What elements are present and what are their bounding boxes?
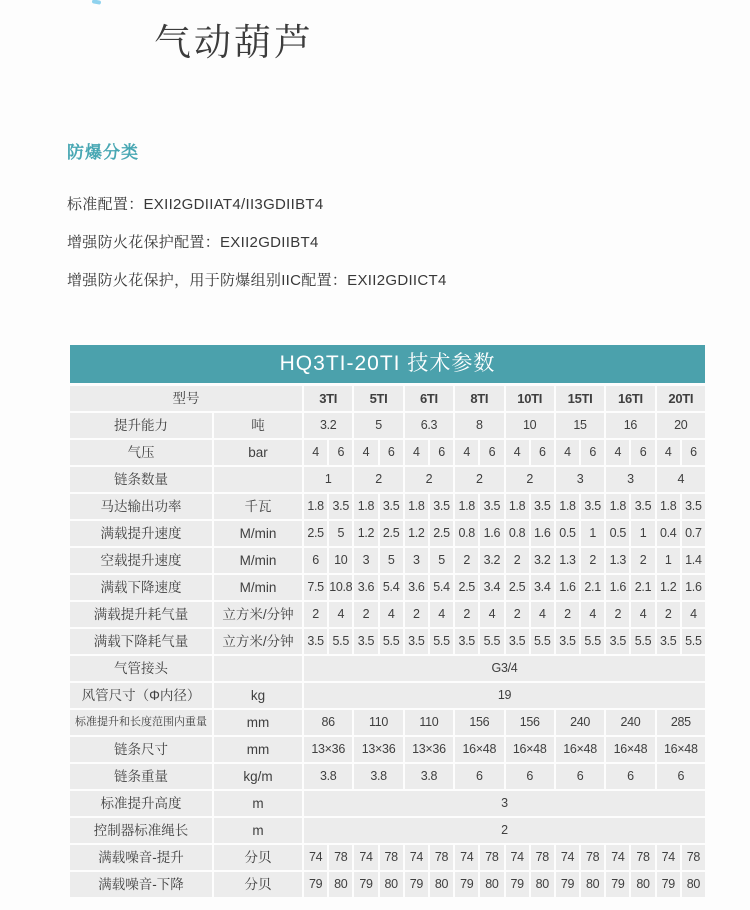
config-line-standard: 标准配置：EXII2GDIIAT4/II3GDIIBT4 xyxy=(67,196,324,213)
value-cell: 7.5 xyxy=(304,575,327,600)
value-cell: 1 xyxy=(657,548,680,573)
value-cell: 74 xyxy=(556,845,579,870)
row-label-cell: 风管尺寸（Φ内径） xyxy=(70,683,212,708)
value-cell: 4 xyxy=(329,602,352,627)
value-cell: 3.2 xyxy=(531,548,554,573)
value-cell: 4 xyxy=(657,440,680,465)
section-heading-explosion-proof: 防爆分类 xyxy=(67,143,139,162)
value-cell: 3 xyxy=(405,548,428,573)
value-cell: 74 xyxy=(354,845,377,870)
row-unit-cell xyxy=(214,467,302,492)
value-cell: 2 xyxy=(556,602,579,627)
value-cell: 2.1 xyxy=(631,575,654,600)
value-cell: 1.8 xyxy=(506,494,529,519)
value-cell: 1.8 xyxy=(556,494,579,519)
value-cell: 6 xyxy=(304,548,327,573)
config-line-iic: 增强防火花保护，用于防爆组别IIC配置：EXII2GDIICT4 xyxy=(67,272,447,289)
row-label-cell: 提升能力 xyxy=(70,413,212,438)
value-cell: 2 xyxy=(506,467,554,492)
value-cell: 0.5 xyxy=(606,521,629,546)
value-cell: 80 xyxy=(581,872,604,897)
value-cell: 8 xyxy=(455,413,503,438)
value-cell: 3.5 xyxy=(380,494,403,519)
model-name-cell: 3TI xyxy=(304,386,352,411)
value-cell: 6 xyxy=(682,440,705,465)
value-cell: 5.5 xyxy=(329,629,352,654)
value-cell: 16×48 xyxy=(455,737,503,762)
value-cell: 5.4 xyxy=(430,575,453,600)
value-cell: 78 xyxy=(682,845,705,870)
value-cell: 3.5 xyxy=(631,494,654,519)
value-cell: 5 xyxy=(354,413,402,438)
value-cell: 1.2 xyxy=(405,521,428,546)
value-cell: 79 xyxy=(506,872,529,897)
value-cell: 3 xyxy=(606,467,654,492)
value-cell: 3 xyxy=(556,467,604,492)
value-cell: 3 xyxy=(354,548,377,573)
value-cell: 6.3 xyxy=(405,413,453,438)
value-cell: 2.5 xyxy=(380,521,403,546)
spec-grid xyxy=(70,386,705,897)
value-cell: 3.2 xyxy=(480,548,503,573)
value-cell: 1.2 xyxy=(354,521,377,546)
row-unit-cell: 千瓦 xyxy=(214,494,302,519)
value-cell: 5.5 xyxy=(430,629,453,654)
value-cell-span: 3 xyxy=(304,791,705,816)
config-line-enhanced: 增强防火花保护配置：EXII2GDIIBT4 xyxy=(67,234,319,251)
value-cell: 80 xyxy=(480,872,503,897)
value-cell: 2.5 xyxy=(455,575,478,600)
row-unit-cell: 立方米/分钟 xyxy=(214,602,302,627)
value-cell: 156 xyxy=(506,710,554,735)
value-cell: 6 xyxy=(657,764,705,789)
value-cell: 240 xyxy=(606,710,654,735)
value-cell: 1 xyxy=(581,521,604,546)
value-cell: 4 xyxy=(405,440,428,465)
config-lines xyxy=(67,186,447,300)
row-label-cell: 链条数量 xyxy=(70,467,212,492)
value-cell: 78 xyxy=(581,845,604,870)
value-cell: 74 xyxy=(304,845,327,870)
row-unit-cell: mm xyxy=(214,737,302,762)
value-cell: 156 xyxy=(455,710,503,735)
value-cell: 74 xyxy=(455,845,478,870)
value-cell: 16×48 xyxy=(556,737,604,762)
value-cell-span: G3/4 xyxy=(304,656,705,681)
value-cell: 15 xyxy=(556,413,604,438)
value-cell: 13×36 xyxy=(405,737,453,762)
value-cell: 2 xyxy=(354,467,402,492)
value-cell: 79 xyxy=(354,872,377,897)
value-cell: 0.5 xyxy=(556,521,579,546)
row-unit-cell: kg xyxy=(214,683,302,708)
value-cell: 78 xyxy=(430,845,453,870)
value-cell: 5.5 xyxy=(682,629,705,654)
value-cell: 6 xyxy=(455,764,503,789)
value-cell: 3.8 xyxy=(304,764,352,789)
value-cell: 4 xyxy=(380,602,403,627)
value-cell: 4 xyxy=(581,602,604,627)
model-name-cell: 5TI xyxy=(354,386,402,411)
page-title: 气动葫芦 xyxy=(154,22,314,63)
model-name-cell: 10TI xyxy=(506,386,554,411)
value-cell: 4 xyxy=(455,440,478,465)
value-cell: 6 xyxy=(380,440,403,465)
value-cell: 2 xyxy=(506,548,529,573)
value-cell: 3.5 xyxy=(556,629,579,654)
value-cell: 3.6 xyxy=(405,575,428,600)
value-cell: 4 xyxy=(430,602,453,627)
row-label-cell: 满载提升速度 xyxy=(70,521,212,546)
value-cell: 2 xyxy=(606,602,629,627)
row-unit-cell xyxy=(214,656,302,681)
value-cell: 1 xyxy=(631,521,654,546)
value-cell: 1.6 xyxy=(556,575,579,600)
model-name-cell: 20TI xyxy=(657,386,705,411)
row-label-cell: 控制器标准绳长 xyxy=(70,818,212,843)
value-cell: 1.2 xyxy=(657,575,680,600)
value-cell: 20 xyxy=(657,413,705,438)
value-cell: 80 xyxy=(531,872,554,897)
row-unit-cell: 立方米/分钟 xyxy=(214,629,302,654)
value-cell: 5.5 xyxy=(380,629,403,654)
value-cell: 6 xyxy=(480,440,503,465)
value-cell: 0.8 xyxy=(506,521,529,546)
value-cell: 3.5 xyxy=(430,494,453,519)
value-cell: 3.5 xyxy=(354,629,377,654)
value-cell: 2 xyxy=(405,602,428,627)
value-cell: 2 xyxy=(631,548,654,573)
value-cell: 79 xyxy=(405,872,428,897)
value-cell: 74 xyxy=(405,845,428,870)
row-label-cell: 空载提升速度 xyxy=(70,548,212,573)
spec-table-title: HQ3TI-20TI 技术参数 xyxy=(70,345,705,383)
row-unit-cell: mm xyxy=(214,710,302,735)
value-cell: 2 xyxy=(455,467,503,492)
value-cell: 3.4 xyxy=(480,575,503,600)
value-cell: 74 xyxy=(657,845,680,870)
model-name-cell: 16TI xyxy=(606,386,654,411)
value-cell: 110 xyxy=(405,710,453,735)
value-cell: 3.5 xyxy=(506,629,529,654)
value-cell: 5 xyxy=(380,548,403,573)
value-cell: 3.5 xyxy=(581,494,604,519)
model-name-cell: 15TI xyxy=(556,386,604,411)
value-cell: 3.6 xyxy=(354,575,377,600)
row-unit-cell: M/min xyxy=(214,575,302,600)
value-cell: 1.8 xyxy=(455,494,478,519)
value-cell: 6 xyxy=(329,440,352,465)
value-cell: 1.6 xyxy=(531,521,554,546)
value-cell: 80 xyxy=(380,872,403,897)
value-cell: 2.5 xyxy=(430,521,453,546)
value-cell: 1.6 xyxy=(606,575,629,600)
value-cell: 80 xyxy=(430,872,453,897)
row-unit-cell: 分贝 xyxy=(214,872,302,897)
value-cell-span: 2 xyxy=(304,818,705,843)
value-cell: 110 xyxy=(354,710,402,735)
value-cell: 5.5 xyxy=(631,629,654,654)
value-cell: 78 xyxy=(380,845,403,870)
value-cell: 80 xyxy=(631,872,654,897)
value-cell: 10 xyxy=(506,413,554,438)
value-cell: 78 xyxy=(329,845,352,870)
row-unit-cell: M/min xyxy=(214,548,302,573)
value-cell: 0.7 xyxy=(682,521,705,546)
value-cell: 240 xyxy=(556,710,604,735)
value-cell: 2 xyxy=(657,602,680,627)
value-cell: 4 xyxy=(506,440,529,465)
value-cell: 3.8 xyxy=(354,764,402,789)
value-cell: 3.8 xyxy=(405,764,453,789)
value-cell: 3.5 xyxy=(480,494,503,519)
value-cell: 3.2 xyxy=(304,413,352,438)
value-cell: 6 xyxy=(430,440,453,465)
value-cell: 3.5 xyxy=(606,629,629,654)
value-cell-span: 19 xyxy=(304,683,705,708)
value-cell: 10 xyxy=(329,548,352,573)
row-unit-cell: 分贝 xyxy=(214,845,302,870)
value-cell: 1.8 xyxy=(304,494,327,519)
value-cell: 80 xyxy=(682,872,705,897)
value-cell: 3.5 xyxy=(304,629,327,654)
value-cell: 1.3 xyxy=(556,548,579,573)
row-label-cell: 满载下降耗气量 xyxy=(70,629,212,654)
value-cell: 16×48 xyxy=(506,737,554,762)
model-name-cell: 6TI xyxy=(405,386,453,411)
value-cell: 2 xyxy=(455,548,478,573)
value-cell: 2 xyxy=(405,467,453,492)
value-cell: 4 xyxy=(657,467,705,492)
model-name-cell: 8TI xyxy=(455,386,503,411)
value-cell: 4 xyxy=(354,440,377,465)
value-cell: 2 xyxy=(506,602,529,627)
value-cell: 5 xyxy=(430,548,453,573)
value-cell: 1.3 xyxy=(606,548,629,573)
value-cell: 0.8 xyxy=(455,521,478,546)
value-cell: 1.8 xyxy=(657,494,680,519)
value-cell: 3.5 xyxy=(455,629,478,654)
value-cell: 13×36 xyxy=(354,737,402,762)
row-label-cell: 标准提升和长度范围内重量 xyxy=(70,710,212,735)
value-cell: 16 xyxy=(606,413,654,438)
value-cell: 4 xyxy=(480,602,503,627)
value-cell: 6 xyxy=(581,440,604,465)
value-cell: 74 xyxy=(506,845,529,870)
value-cell: 5.5 xyxy=(581,629,604,654)
value-cell: 1.6 xyxy=(682,575,705,600)
value-cell: 1.4 xyxy=(682,548,705,573)
value-cell: 79 xyxy=(657,872,680,897)
value-cell: 3.5 xyxy=(657,629,680,654)
value-cell: 3.4 xyxy=(531,575,554,600)
value-cell: 79 xyxy=(455,872,478,897)
value-cell: 6 xyxy=(606,764,654,789)
value-cell: 79 xyxy=(304,872,327,897)
value-cell: 2.1 xyxy=(581,575,604,600)
value-cell: 1 xyxy=(304,467,352,492)
value-cell: 78 xyxy=(480,845,503,870)
row-label-cell: 满载噪音-下降 xyxy=(70,872,212,897)
model-header-cell: 型号 xyxy=(70,386,302,411)
value-cell: 3.5 xyxy=(329,494,352,519)
row-label-cell: 气压 xyxy=(70,440,212,465)
value-cell: 2 xyxy=(581,548,604,573)
value-cell: 3.5 xyxy=(405,629,428,654)
row-label-cell: 马达输出功率 xyxy=(70,494,212,519)
row-label-cell: 链条重量 xyxy=(70,764,212,789)
value-cell: 2 xyxy=(304,602,327,627)
value-cell: 4 xyxy=(304,440,327,465)
value-cell: 3.5 xyxy=(682,494,705,519)
value-cell: 4 xyxy=(606,440,629,465)
value-cell: 13×36 xyxy=(304,737,352,762)
value-cell: 16×48 xyxy=(657,737,705,762)
row-label-cell: 满载下降速度 xyxy=(70,575,212,600)
row-unit-cell: m xyxy=(214,791,302,816)
value-cell: 2.5 xyxy=(304,521,327,546)
row-unit-cell: M/min xyxy=(214,521,302,546)
value-cell: 1.8 xyxy=(405,494,428,519)
value-cell: 6 xyxy=(531,440,554,465)
value-cell: 285 xyxy=(657,710,705,735)
value-cell: 0.4 xyxy=(657,521,680,546)
value-cell: 6 xyxy=(506,764,554,789)
value-cell: 6 xyxy=(631,440,654,465)
value-cell: 4 xyxy=(531,602,554,627)
spec-table xyxy=(70,345,705,897)
value-cell: 4 xyxy=(556,440,579,465)
value-cell: 5 xyxy=(329,521,352,546)
value-cell: 4 xyxy=(631,602,654,627)
value-cell: 5.5 xyxy=(531,629,554,654)
value-cell: 78 xyxy=(531,845,554,870)
value-cell: 86 xyxy=(304,710,352,735)
value-cell: 4 xyxy=(682,602,705,627)
row-label-cell: 链条尺寸 xyxy=(70,737,212,762)
value-cell: 10.8 xyxy=(329,575,352,600)
decorative-tick xyxy=(92,0,102,5)
value-cell: 2 xyxy=(354,602,377,627)
value-cell: 6 xyxy=(556,764,604,789)
row-label-cell: 满载提升耗气量 xyxy=(70,602,212,627)
value-cell: 2.5 xyxy=(506,575,529,600)
value-cell: 1.8 xyxy=(354,494,377,519)
row-label-cell: 气管接头 xyxy=(70,656,212,681)
value-cell: 79 xyxy=(606,872,629,897)
value-cell: 3.5 xyxy=(531,494,554,519)
value-cell: 5.4 xyxy=(380,575,403,600)
value-cell: 74 xyxy=(606,845,629,870)
row-unit-cell: 吨 xyxy=(214,413,302,438)
value-cell: 16×48 xyxy=(606,737,654,762)
row-unit-cell: bar xyxy=(214,440,302,465)
value-cell: 5.5 xyxy=(480,629,503,654)
value-cell: 79 xyxy=(556,872,579,897)
row-label-cell: 标准提升高度 xyxy=(70,791,212,816)
value-cell: 78 xyxy=(631,845,654,870)
value-cell: 80 xyxy=(329,872,352,897)
value-cell: 1.6 xyxy=(480,521,503,546)
row-unit-cell: kg/m xyxy=(214,764,302,789)
value-cell: 1.8 xyxy=(606,494,629,519)
row-unit-cell: m xyxy=(214,818,302,843)
value-cell: 2 xyxy=(455,602,478,627)
row-label-cell: 满载噪音-提升 xyxy=(70,845,212,870)
